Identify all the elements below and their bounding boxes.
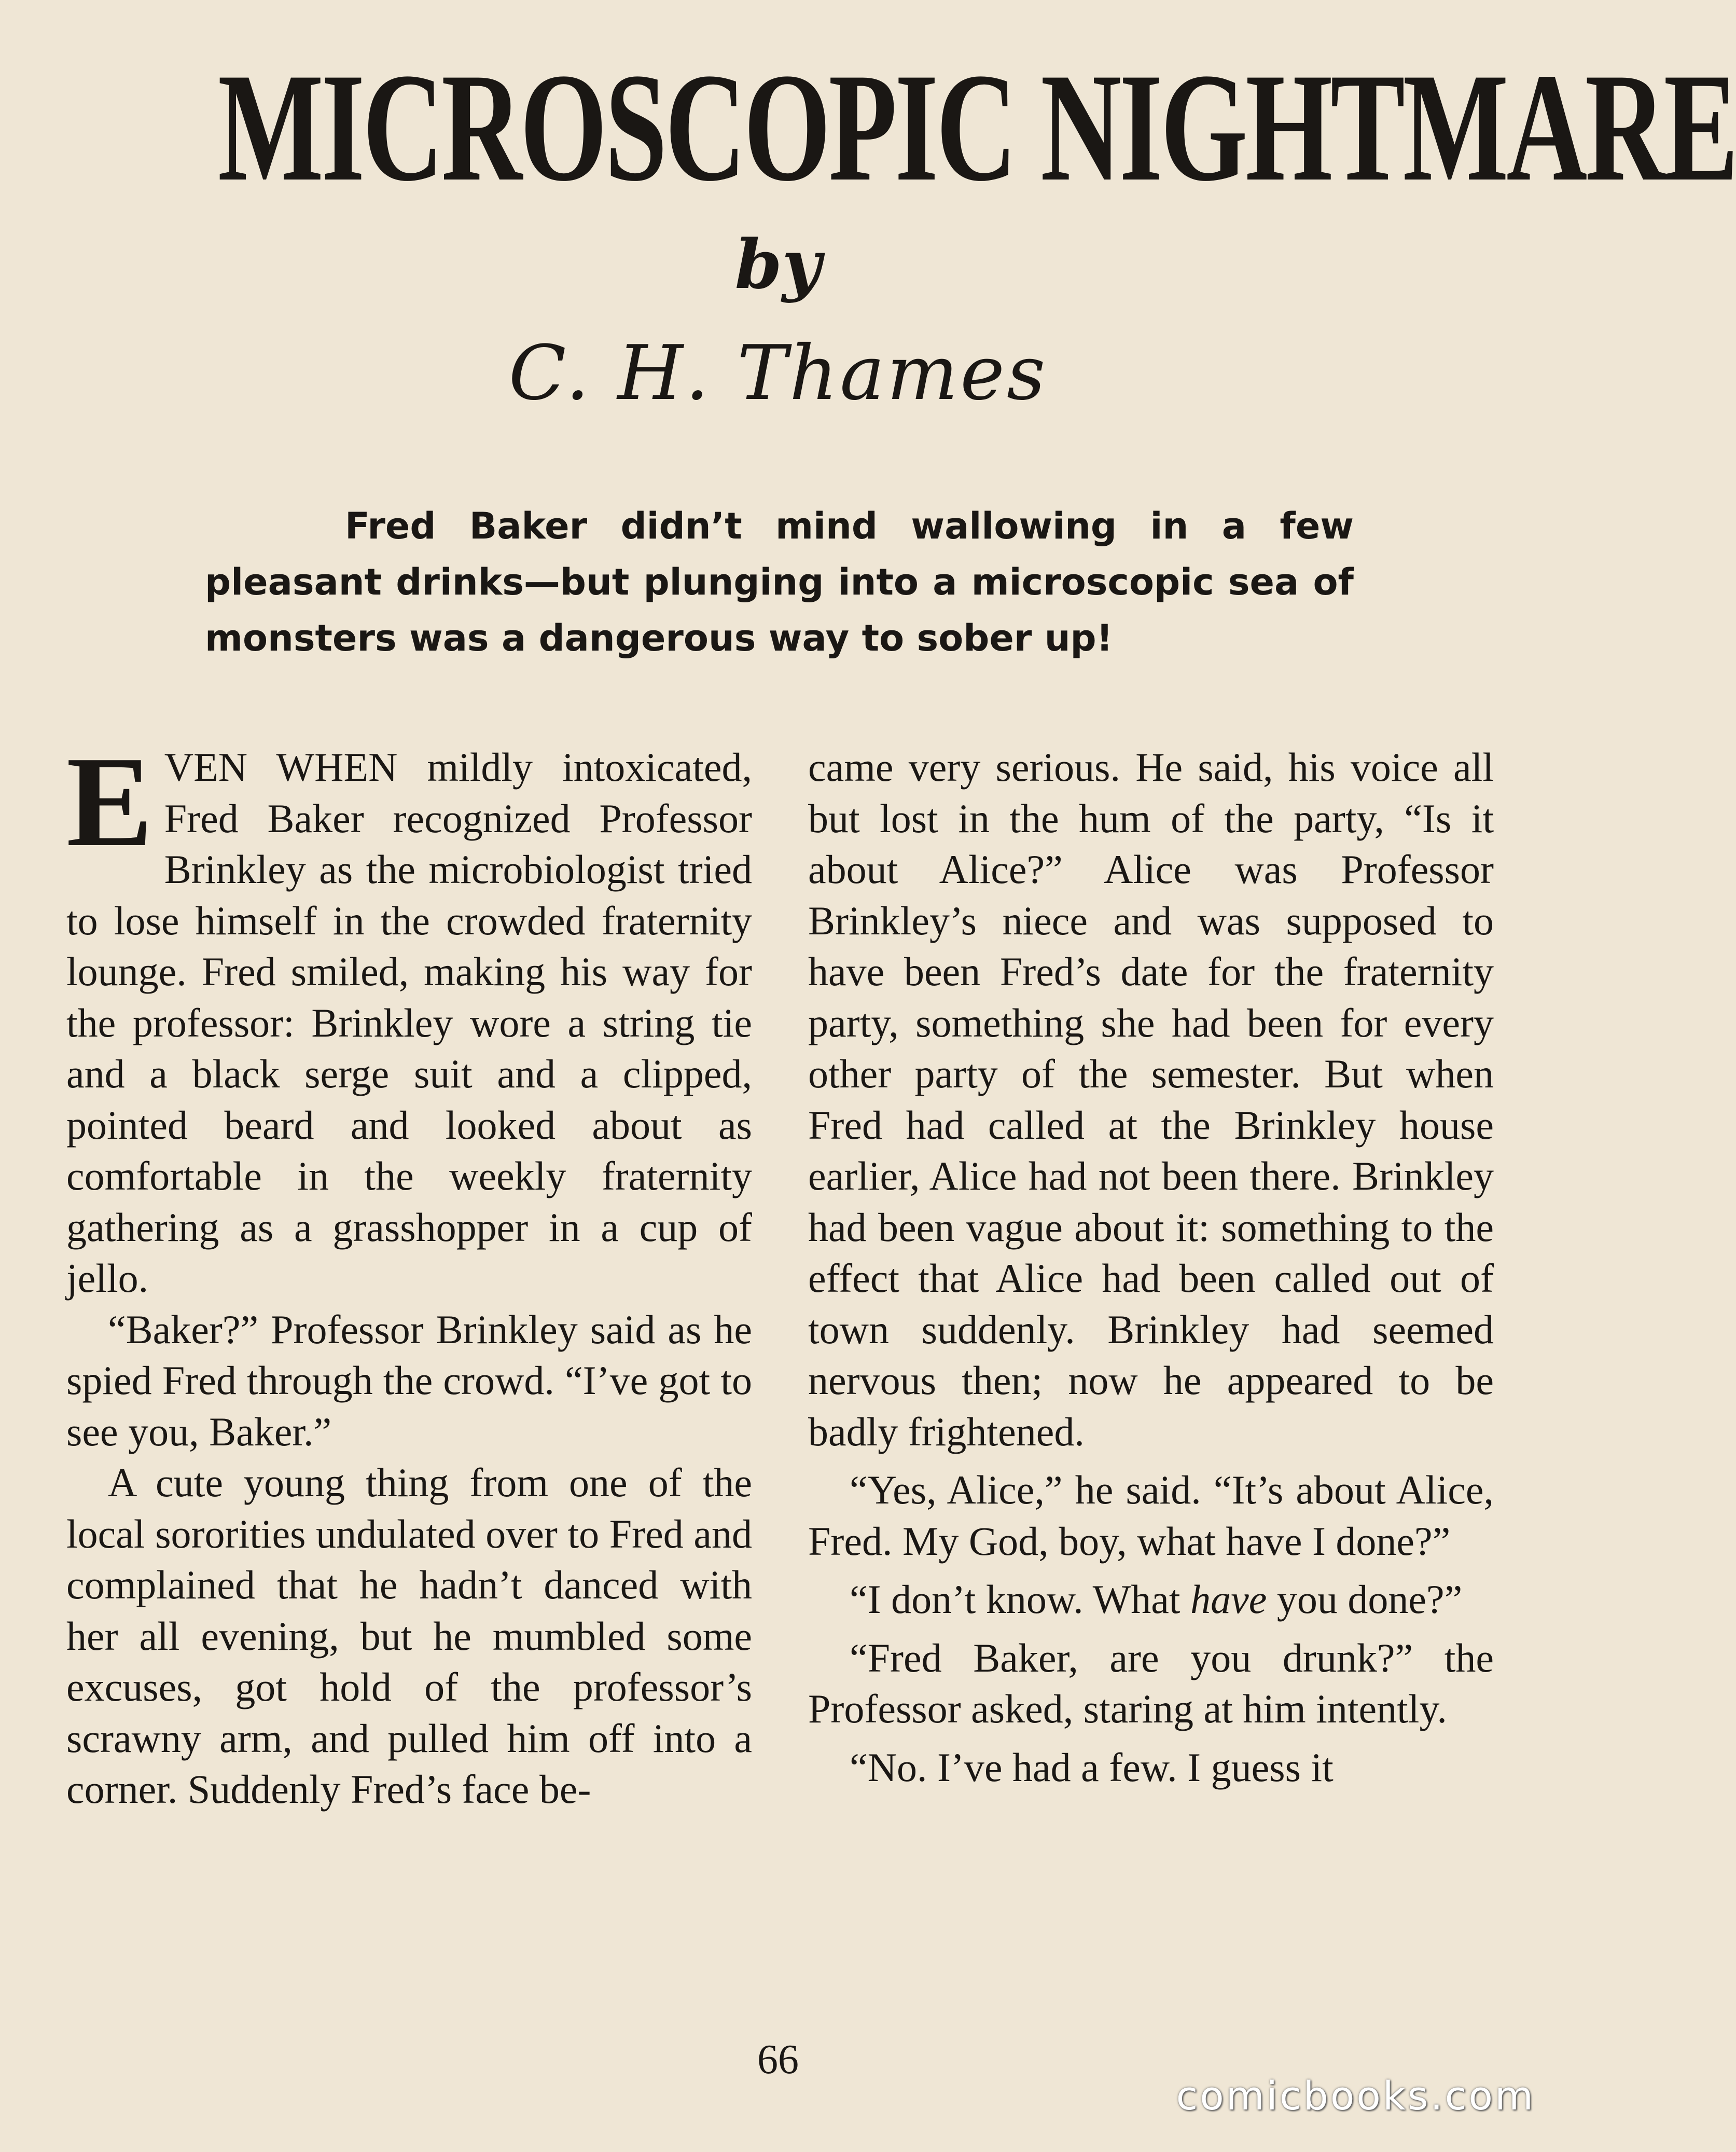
paragraph-text: “I don’t know. What <box>850 1577 1191 1622</box>
page-number: 66 <box>757 2037 799 2082</box>
opening-paragraph <box>66 730 752 1304</box>
byline-prefix: by <box>734 225 822 304</box>
right-column <box>808 742 1494 1793</box>
emphasized-word: have <box>1190 1577 1267 1622</box>
paragraph <box>808 1574 1494 1625</box>
drop-cap: E <box>66 730 153 874</box>
paragraph: “No. I’ve had a few. I guess it <box>850 1744 1334 1790</box>
watermark: comicbooks.com <box>1176 2073 1535 2119</box>
story-title: MICROSCOPIC NIGHTMARE <box>218 41 1736 213</box>
blurb-text: Fred Baker didn’t mind wallowing in a few pleasant drinks—but plunging into a microscopic sea of monsters was a dangerous way to sober up! <box>205 505 1354 659</box>
opening-paragraph-text: VEN WHEN mildly intoxicated, Fred Baker recognized Professor Brinkley as the microbiologist tried to lose himself in the crowded fraternity lounge. Fred smiled, making his way for the professor: Brinkley wore a string tie and a black serge suit and a clipped, pointed beard and looked about as comfortable in the weekly fraternity gathering as a grasshopper in a cup of jello. <box>66 744 752 1301</box>
paragraph: “Fred Baker, are you drunk?” the Professor asked, staring at him intently. <box>808 1635 1494 1731</box>
paragraph-text: you done?” <box>1267 1577 1463 1622</box>
paragraph-continued: came very serious. He said, his voice all but lost in the hum of the party, “Is it about Alice?” Alice was Professor Brinkley’s niece and was supposed to have been Fred’s date for the fraternity party, something she had been for every other party of the semester. But when Fred had called at the Brinkley house earlier, Alice had not been there. Brinkley had been vague about it: something to the effect that Alice had been called out of town suddenly. Brinkley had seemed nervous then; now he appeared to be badly frightened. <box>808 744 1494 1454</box>
author-name: C. H. Thames <box>508 329 1048 417</box>
paragraph: A cute young thing from one of the local sororities undulated over to Fred and complained that he hadn’t danced with her all evening, but he mumbled some excuses, got hold of the professor’s scrawny arm, and pulled him off into a corner. Suddenly Fred’s face be- <box>66 1460 752 1812</box>
story-blurb <box>205 498 1354 666</box>
left-column <box>66 730 752 1815</box>
paragraph: “Baker?” Professor Brinkley said as he spied Fred through the crowd. “I’ve got to see you, Baker.” <box>66 1306 752 1454</box>
paragraph: “Yes, Alice,” he said. “It’s about Alice, Fred. My God, boy, what have I done?” <box>808 1467 1494 1564</box>
